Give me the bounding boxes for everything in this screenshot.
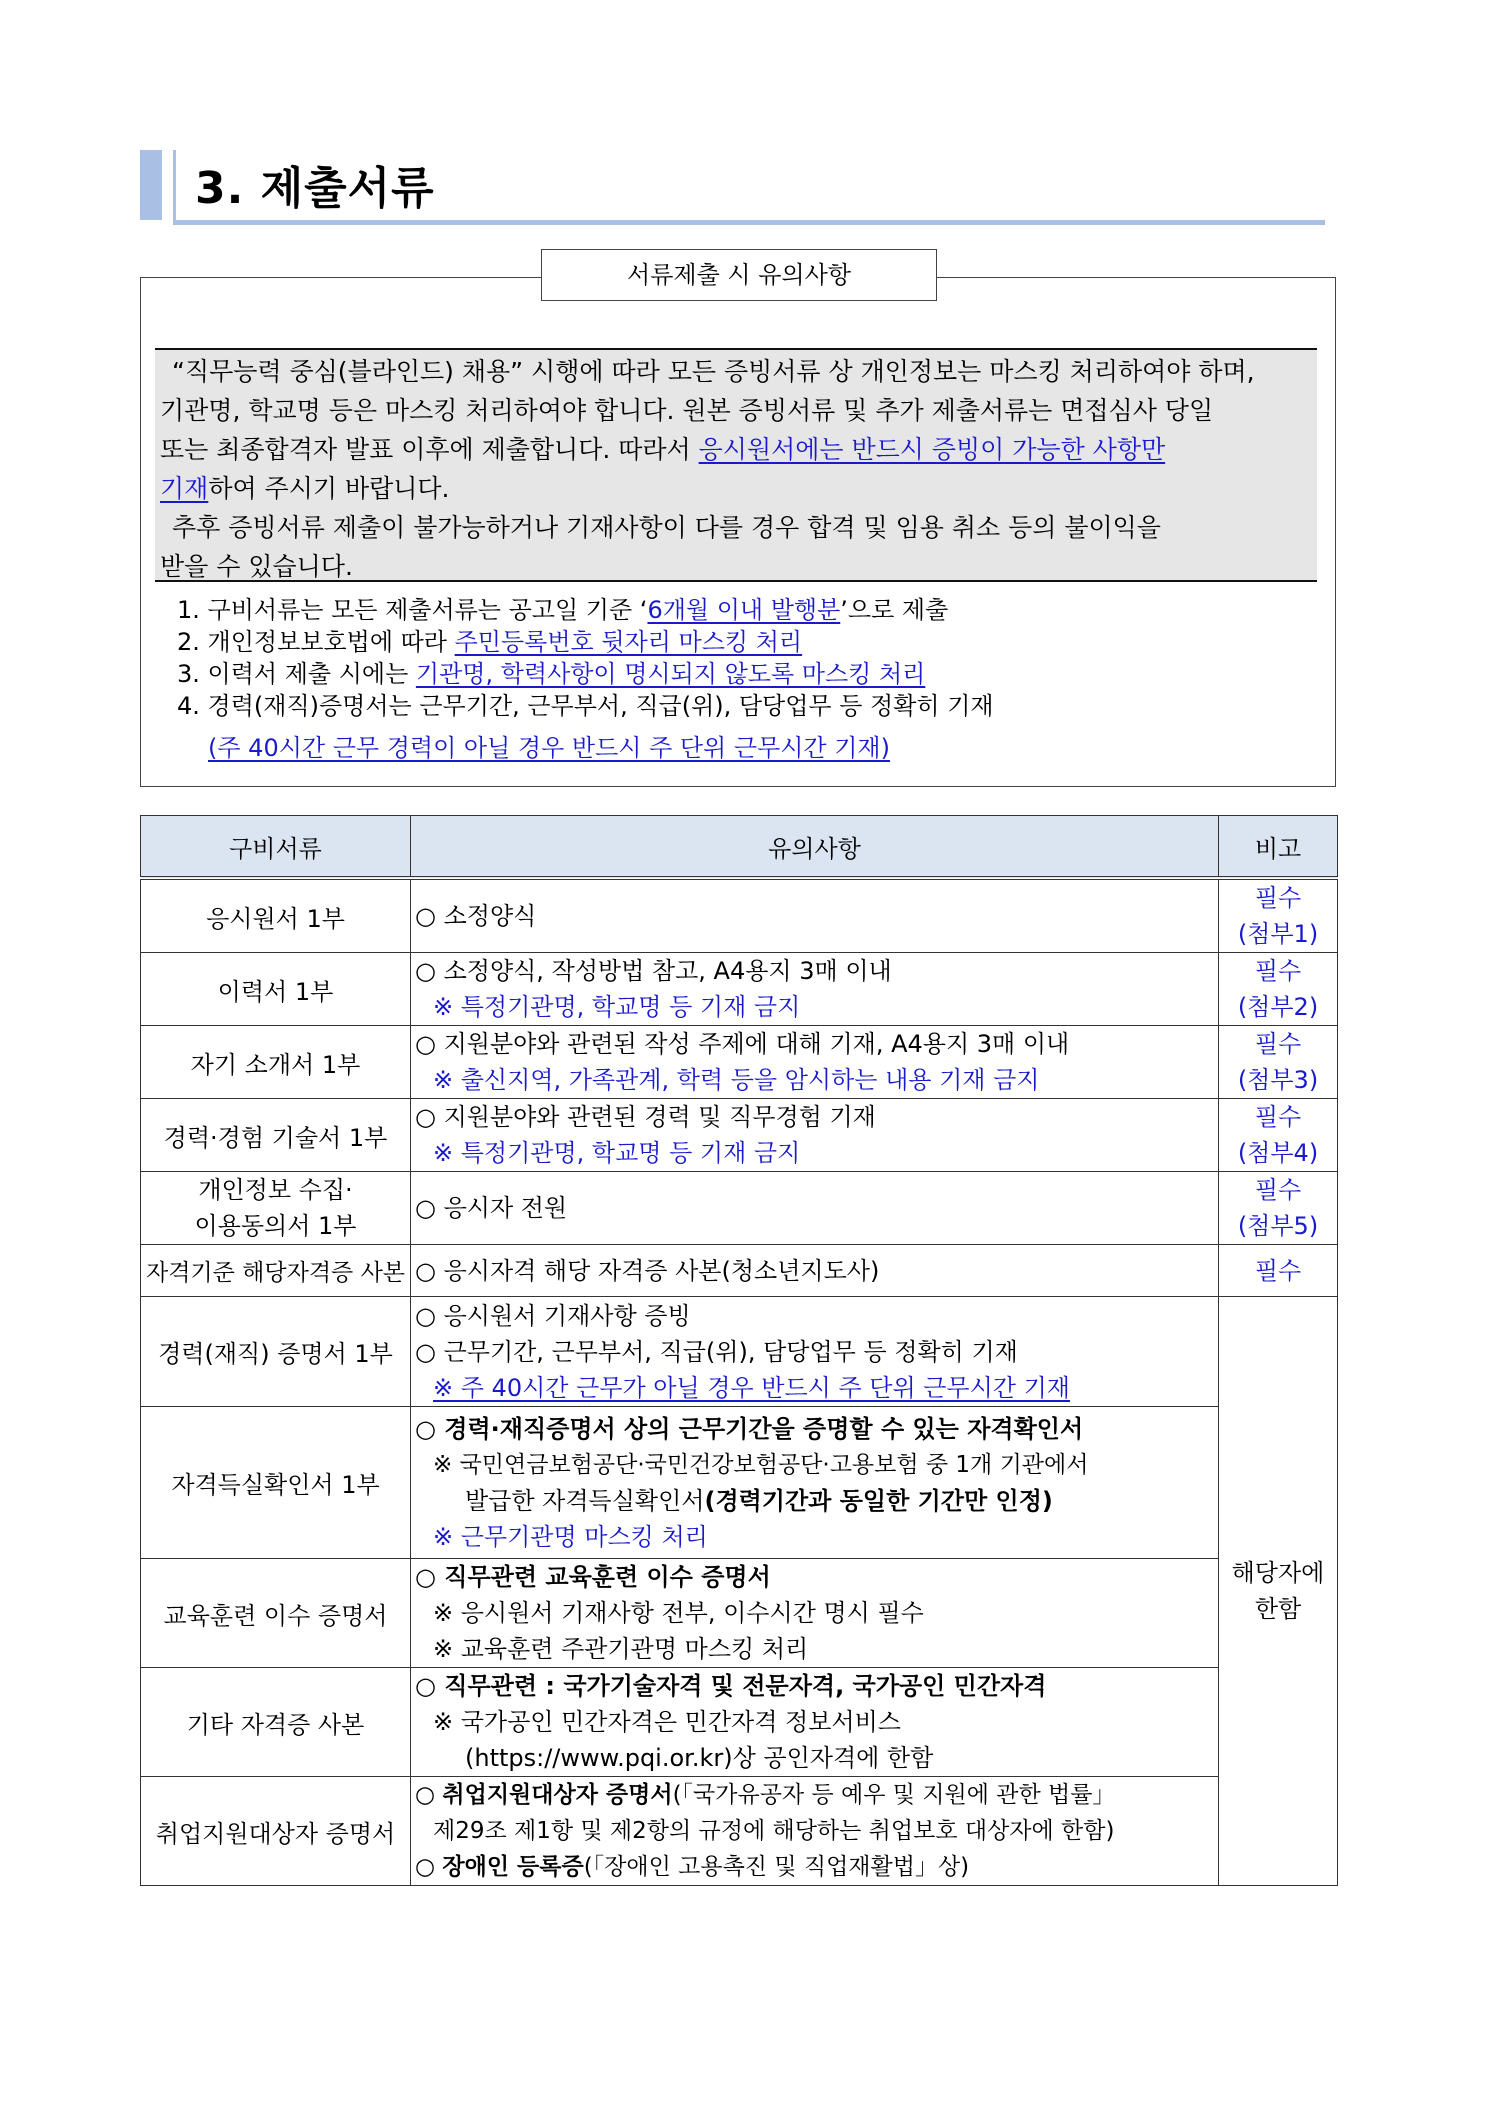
document-remark: 필수 (첨부1) [1219, 878, 1338, 953]
table-row [141, 1668, 1338, 1777]
document-notes: ○ 취업지원대상자 증명서(「국가유공자 등 예우 및 지원에 관한 법률」 제29조 제1항 및 제2항의 규정에 해당하는 취업보호 대상자에 한함) ○ 장애인 등록증(「장애인 고용촉진 및 직업재활법」상) [411, 1777, 1219, 1886]
document-remark: 필수 [1219, 1245, 1338, 1297]
notice-emphasis: 응시원서에는 반드시 증빙이 가능한 사항만 [698, 435, 1166, 464]
table-row [141, 878, 1338, 953]
document-remark: 필수 (첨부2) [1219, 953, 1338, 1026]
document-notes: ○ 응시자 전원 [411, 1172, 1219, 1245]
document-name: 경력·경험 기술서 1부 [141, 1099, 411, 1172]
heading-underline [173, 220, 1325, 225]
document-name: 자기 소개서 1부 [141, 1026, 411, 1099]
document-remark: 필수 (첨부3) [1219, 1026, 1338, 1099]
column-header-remark: 비고 [1219, 816, 1338, 879]
document-name: 기타 자격증 사본 [141, 1668, 411, 1777]
document-name: 이력서 1부 [141, 953, 411, 1026]
shared-remark: 해당자에 한함 [1219, 1297, 1338, 1886]
table-row [141, 1559, 1338, 1668]
heading-accent-bar [140, 150, 162, 220]
notice-item: 2. 개인정보보호법에 따라 주민등록번호 뒷자리 마스킹 처리 [177, 628, 803, 656]
document-notes: ○ 응시원서 기재사항 증빙 ○ 근무기간, 근무부서, 직급(위), 담당업무 등 정확히 기재 ※ 주 40시간 근무가 아닐 경우 반드시 주 단위 근무시간 기재 [411, 1297, 1219, 1407]
notice-item: 4. 경력(재직)증명서는 근무기간, 근무부서, 직급(위), 담당업무 등 정확히 기재 [177, 692, 994, 720]
notice-line: 또는 최종합격자 발표 이후에 제출합니다. 따라서 응시원서에는 반드시 증빙이 가능한 사항만 [160, 435, 1166, 464]
documents-table [140, 815, 1338, 1886]
notice-item: 1. 구비서류는 모든 제출서류는 공고일 기준 ‘6개월 이내 발행분’으로 제출 [177, 596, 949, 624]
table-row [141, 1026, 1338, 1099]
notice-line: 기재하여 주시기 바랍니다. [160, 474, 450, 503]
notice-line: 기관명, 학교명 등은 마스킹 처리하여야 합니다. 원본 증빙서류 및 추가 제출서류는 면접심사 당일 [160, 396, 1214, 425]
table-row [141, 1245, 1338, 1297]
notice-emphasis: 기재 [160, 474, 209, 503]
page-title: 3. 제출서류 [195, 163, 435, 214]
document-name: 취업지원대상자 증명서 [141, 1777, 411, 1886]
document-remark: 필수 (첨부5) [1219, 1172, 1338, 1245]
table-row [141, 1297, 1338, 1407]
heading-accent-line [173, 150, 176, 220]
notice-line: “직무능력 중심(블라인드) 채용” 시행에 따라 모든 증빙서류 상 개인정보는 마스킹 처리하여야 하며, [172, 357, 1255, 386]
table-row [141, 1099, 1338, 1172]
column-header-notes: 유의사항 [411, 816, 1219, 879]
notice-item: 3. 이력서 제출 시에는 기관명, 학력사항이 명시되지 않도록 마스킹 처리 [177, 660, 926, 688]
document-notes: ○ 소정양식, 작성방법 참고, A4용지 3매 이내 ※ 특정기관명, 학교명 등 기재 금지 [411, 953, 1219, 1026]
table-row [141, 1777, 1338, 1886]
document-notes: ○ 응시자격 해당 자격증 사본(청소년지도사) [411, 1245, 1219, 1297]
document-name: 자격득실확인서 1부 [141, 1407, 411, 1559]
document-name: 개인정보 수집· 이용동의서 1부 [141, 1172, 411, 1245]
document-name: 자격기준 해당자격증 사본 [141, 1245, 411, 1297]
document-name: 교육훈련 이수 증명서 [141, 1559, 411, 1668]
document-notes: ○ 지원분야와 관련된 경력 및 직무경험 기재 ※ 특정기관명, 학교명 등 기재 금지 [411, 1099, 1219, 1172]
document-remark: 필수 (첨부4) [1219, 1099, 1338, 1172]
document-name: 경력(재직) 증명서 1부 [141, 1297, 411, 1407]
notice-note: (주 40시간 근무 경력이 아닐 경우 반드시 주 단위 근무시간 기재) [208, 734, 890, 762]
document-notes: ○ 경력·재직증명서 상의 근무기간을 증명할 수 있는 자격확인서 ※ 국민연금보험공단·국민건강보험공단·고용보험 중 1개 기관에서 발급한 자격득실확인서(경력기간과 동일한 기간만 인정) ※ 근무기관명 마스킹 처리 [411, 1407, 1219, 1559]
document-notes: ○ 직무관련 : 국가기술자격 및 전문자격, 국가공인 민간자격 ※ 국가공인 민간자격은 민간자격 정보서비스 (https://www.pqi.or.kr)상 공인자격에 한함 [411, 1668, 1219, 1777]
column-header-document: 구비서류 [141, 816, 411, 879]
document-notes: ○ 직무관련 교육훈련 이수 증명서 ※ 응시원서 기재사항 전부, 이수시간 명시 필수 ※ 교육훈련 주관기관명 마스킹 처리 [411, 1559, 1219, 1668]
section-heading [140, 150, 1325, 225]
table-row [141, 953, 1338, 1026]
document-notes: ○ 지원분야와 관련된 작성 주제에 대해 기재, A4용지 3매 이내 ※ 출신지역, 가족관계, 학력 등을 암시하는 내용 기재 금지 [411, 1026, 1219, 1099]
notice-title: 서류제출 시 유의사항 [541, 249, 937, 301]
document-notes: ○ 소정양식 [411, 878, 1219, 953]
table-header-row [141, 816, 1338, 879]
document-name: 응시원서 1부 [141, 878, 411, 953]
notice-line: 추후 증빙서류 제출이 불가능하거나 기재사항이 다를 경우 합격 및 임용 취소 등의 불이익을 [172, 513, 1161, 542]
notice-line: 받을 수 있습니다. [160, 552, 353, 581]
table-row [141, 1407, 1338, 1559]
table-row [141, 1172, 1338, 1245]
